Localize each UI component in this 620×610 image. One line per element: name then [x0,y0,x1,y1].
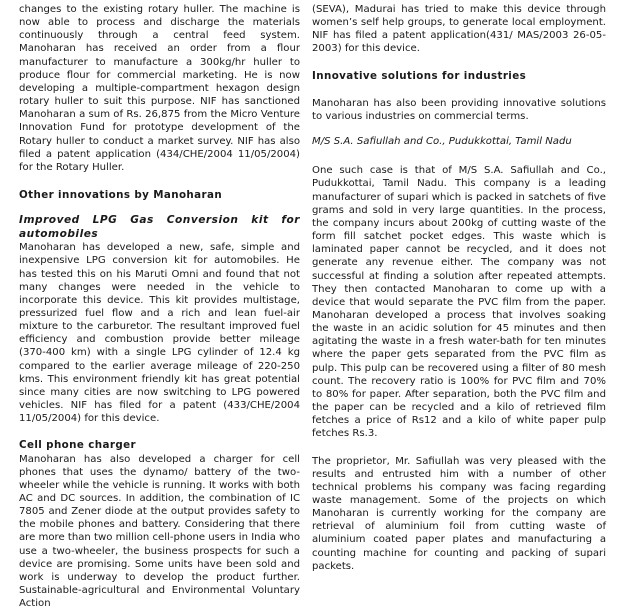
rotary-huller-paragraph: changes to the existing rotary huller. The machine is now able to process and discharge the materials continuously through a central feed system. Manoharan has received an order from a flour manufacturer to manufacture a 300kg/hr huller to produce flour for commercial marketing. He is now developing a multiple-compartment hexagon design rotary huller to suit this purpose. NIF has sanctioned Manoharan a sum of Rs. 26,875 from the Micro Venture Innovation Fund for prototype development of the Rotary huller to conduct a market survey. NIF has also filed a patent application (434/CHE/2004 11/05/2004) for the Rotary Huller. [19,4,300,173]
spacer [312,56,606,70]
cell-phone-charger-paragraph: Manoharan has also developed a charger for cell phones that uses the dynamo/ battery of the two-wheeler while the vehicle is running. It works with both AC and DC sources. In addition, the combination of IC 7805 and Zener diode at the output provides safety to the mobile phones and battery. Considering that there are more than two million cell-phone users in India who use a two-wheeler, the business prospects for such a device are promising. Some units have been sold and work is underway to develop the product further. Sustainable-agricultural and Environmental Voluntary Action [19,453,300,610]
closing-paragraph: The proprietor, Mr. Safiullah was very pleased with the results and entrusted him with a number of other technical problems his company was facing regarding waste management. Some of the projects on which Manoharan is currently working for the company are retrieval of aluminium foil from cutting waste of aluminium coated paper plates and manufacturing a counting machine for counting and packing of supari packets. [312,455,606,572]
innovative-solutions-heading: Innovative solutions for industries [312,69,527,82]
left-column [19,3,300,610]
other-innovations-heading: Other innovations by Manoharan [19,189,223,202]
spacer [312,123,606,135]
innovative-solutions-intro: Manoharan has also been providing innovative solutions to various industries on commercial terms. [312,97,606,122]
spacer [312,441,606,455]
cell-phone-charger-heading: Cell phone charger [19,439,136,452]
lpg-kit-heading: Improved LPG Gas Conversion kit for automobiles [19,214,300,240]
spacer [312,148,606,164]
spacer [19,174,300,187]
charger-continued-paragraph: (SEVA), Madurai has tried to make this device through women’s self help groups, to generate local employment. NIF has filed a patent application(431/ MAS/2003 26-05-2003) for this device. [312,4,606,55]
case-study-title: M/S S.A. Safiullah and Co., Pudukkottai, Tamil Nadu [312,136,572,148]
spacer [19,425,300,439]
right-column [312,3,606,573]
spacer [19,202,300,214]
lpg-kit-paragraph: Manoharan has developed a new, safe, simple and inexpensive LPG conversion kit for automobiles. He has tested this on his Maruti Omni and found that not many changes were needed in the vehicle to incorporate this device. This kit provides multistage, pressurized fuel flow and a rich and lean fuel-air mixture to the carburetor. The resultant improved fuel efficiency and combustion provide better mileage (370-400 km) with a single LPG cylinder of 12.4 kg compared to the earlier average mileage of 220-250 kms. This environment friendly kit has great potential since many cities are now switching to LPG powered vehicles. NIF has filed for a patent (433/CHE/2004 11/05/2004) for this device. [19,242,300,425]
case-study-paragraph: One such case is that of M/S S.A. Safiullah and Co., Pudukkottai, Tamil Nadu. This company is a leading manufacturer of supari which is packed in satchets of five grams and sold in very large quantities. In the process, the company incurs about 200kg of cutting waste of the form fill satchet pocket edges. This waste which is laminated paper cannot be recycled, and it does not generate any revenue either. The company was not successful at finding a solution after repeated attempts. They then contacted Manoharan to come up with a device that would separate the PVC film from the paper. Manoharan developed a process that involves soaking the waste in an acidic solution for 45 minutes and then agitating the waste in a fresh water-bath for ten minutes where the paper gets separated from the PVC film as pulp. This pulp can be recovered using a filter of 80 mesh count. The recovery ratio is 100% for PVC film and 70% to 80% for paper. After separation, both the PVC film and the paper can be recycled and a kilo of retrieved film fetches a price of Rs12 and a kilo of white paper pulp fetches Rs.3. [312,165,606,440]
spacer [312,83,606,97]
